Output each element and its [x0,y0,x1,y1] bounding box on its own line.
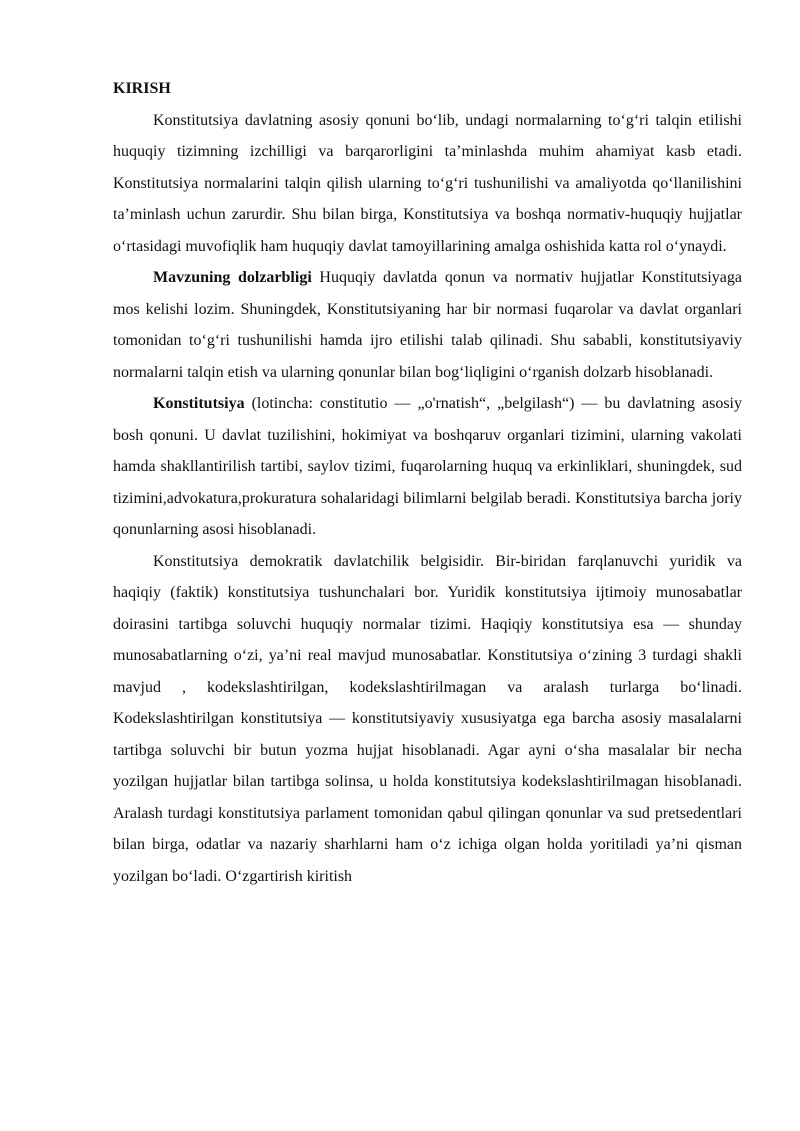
paragraph-text: Konstitutsiya davlatning asosiy qonuni bo‘lib, undagi normalarning to‘g‘ri talqin etilishi huquqiy tizimning izchilligi va barqarorligini ta’minlashda muhim ahamiyat kasb etadi. Konstitutsiya normalarini talqin qilish ularning to‘g‘ri tushunilishi va amaliyotda qo‘llanilishini ta’minlash uchun zarurdir. Shu bilan birga, Konstitutsiya va boshqa normativ-huquqiy hujjatlar o‘rtasidagi muvofiqlik ham huquqiy davlat tamoyillarining amalga oshishida katta rol o‘ynaydi. [113,111,742,255]
paragraph-types [113,546,742,893]
document-page [113,73,742,892]
paragraph-relevance [113,262,742,388]
paragraph-intro [113,105,742,263]
paragraph-text: Konstitutsiya demokratik davlatchilik belgisidir. Bir-biridan farqlanuvchi yuridik va haqiqiy (faktik) konstitutsiya tushunchalari bor. Yuridik konstitutsiya ijtimoiy munosabatlar doirasini tartibga soluvchi huquqiy normalar tizimi. Haqiqiy konstitutsiya esa — shunday munosabatlarning o‘zi, ya’ni real mavjud munosabatlar. Konstitutsiya o‘zining 3 turdagi shakli mavjud , kodekslashtirilgan, kodekslashtirilmagan va aralash turlarga bo‘linadi. Kodekslashtirilgan konstitutsiya — konstitutsiyaviy xususiyatga ega barcha asosiy masalalarni tartibga soluvchi bir butun yozma hujjat hisoblanadi. Agar ayni o‘sha masalalar bir necha yozilgan hujjatlar bilan tartibga solinsa, u holda konstitutsiya kodekslashtirilmagan hisoblanadi. Aralash turdagi konstitutsiya parlament tomonidan qabul qilingan qonunlar va sud pretsedentlari bilan birga, odatlar va nazariy sharhlarni ham o‘z ichiga olgan holda yoritiladi ya’ni qisman yozilgan bo‘ladi. O‘zgartirish kiritish [113,552,742,885]
paragraph-definition [113,388,742,546]
paragraph-lead: Mavzuning dolzarbligi [153,269,312,286]
section-heading: KIRISH [113,80,171,97]
paragraph-lead: Konstitutsiya [153,395,245,412]
paragraph-text: Huquqiy davlatda qonun va normativ hujjatlar Konstitutsiyaga mos kelishi lozim. Shuningdek, Konstitutsiyaning har bir normasi fuqarolar va davlat organlari tomonidan to‘g‘ri tushunilishi hamda ijro etilishi talab qilinadi. Shu sababli, konstitutsiyaviy normalarni talqin etish va ularning qonunlar bilan bog‘liqligini o‘rganish dolzarb hisoblanadi. [113,269,743,381]
paragraph-text: (lotincha: constitutio — „o'rnatish“, „belgilash“) — bu davlatning asosiy bosh qonuni. U davlat tuzilishini, hokimiyat va boshqaruv organlari tizimini, ularning vakolati hamda shakllantirilish tartibi, saylov tizimi, fuqarolarning huquq va erkinliklari, shuningdek, sud tizimini,advokatura,prokuratura sohalaridagi bilimlarni belgilab beradi. Konstitutsiya barcha joriy qonunlarning asosi hisoblanadi. [113,395,742,538]
